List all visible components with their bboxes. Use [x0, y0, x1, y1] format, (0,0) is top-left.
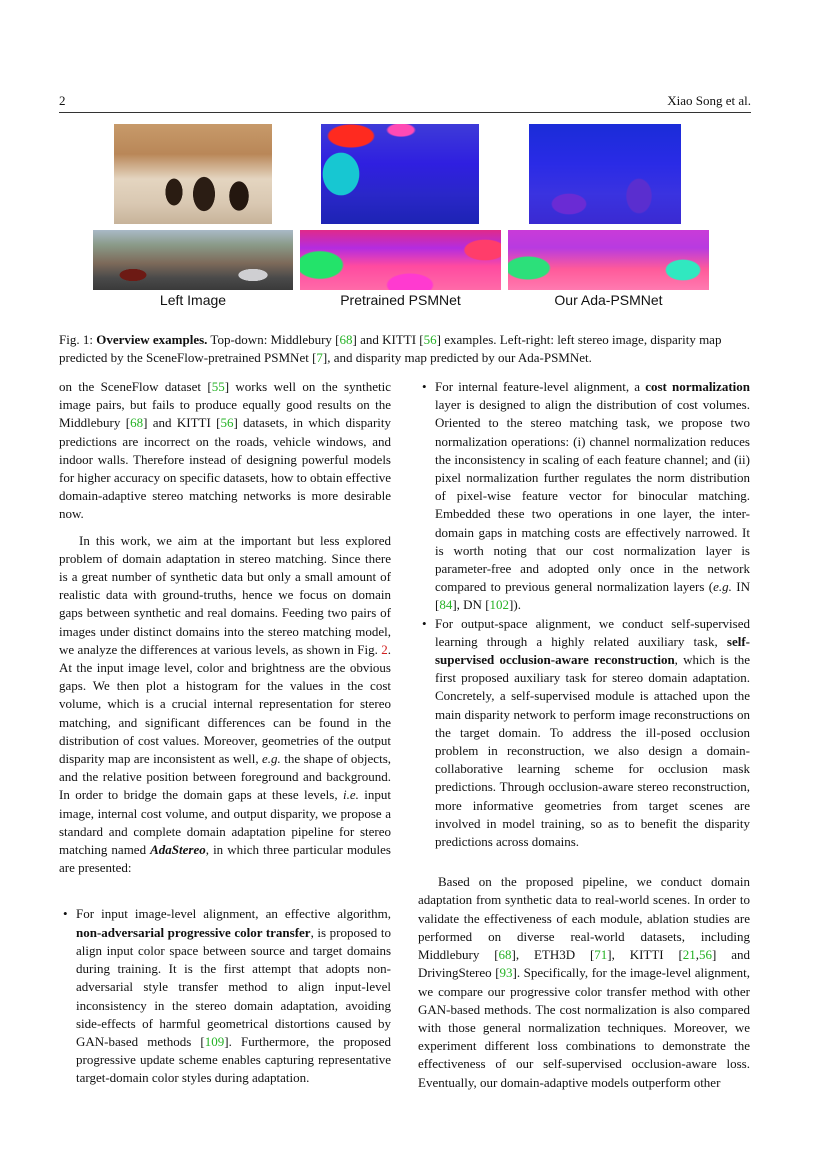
citation-link[interactable]: 102	[489, 597, 510, 613]
kitti-left-image	[93, 230, 293, 290]
middlebury-ada-disparity	[529, 124, 681, 224]
contribution-item-occlusion-reconstruction: • For output-space alignment, we conduct self-supervised learning through a highly related auxiliary task, self-supervised occlusion-aware reconstruction, which is the first proposed auxiliary task for stereo domain adaptation. Concretely, a self-supervised module is attached upon the main disparity network to perform image reconstructions on the target domain. To address the ill-posed occlusion problem in reconstruction, we also design a domain-collaborative learning scheme for occlusion mask predictions. Through occlusion-aware stereo reconstruction, more informative geometries from target scenes are involved in model training, so as to benefit the disparity predictions across domains.	[418, 615, 750, 852]
paragraph-2: In this work, we aim at the important but less explored problem of domain adaptation in stereo matching. Since there is a great number of synthetic data but only a small amount of realistic data with ground-truths, hence we focus on domain gaps between synthetic and real domains. Feeding two pairs of images under distinct domains into the stereo matching model, we analyze the differences at various levels, as shown in Fig. 2. At the input image level, color and brightness are the obvious gaps. We then plot a histogram for the values in the cost volume, which is a crucial internal representation for stereo matching, and significant differences can be found in the distribution of cost values. Moreover, geometries of the output disparity map are inconsistent as well, e.g. the shape of objects, and the relative position between foreground and background. In order to bridge the domain gaps at these levels, i.e. input image, internal cost volume, and output disparity, we propose a standard and complete domain adaptation pipeline for stereo matching named AdaStereo, in which three particular modules are presented:	[59, 532, 392, 876]
citation-link[interactable]: 68	[498, 947, 512, 963]
right-column	[418, 378, 750, 1092]
middlebury-pretrained-disparity	[321, 124, 479, 224]
left-column	[59, 378, 391, 1088]
page-number: 2	[59, 93, 66, 108]
citation-link[interactable]: 71	[594, 947, 608, 963]
paragraph-3: Based on the proposed pipeline, we conduct domain adaptation from synthetic data to real-world scenes. In order to validate the effectiveness of each module, ablation studies are performed on diverse real-world datasets, including Middlebury [68], ETH3D [71], KITTI [21,56] and DrivingStereo [93]. Specifically, for the image-level alignment, we compare our progressive color transfer method with other GAN-based methods. The cost normalization is also compared with those general normalization techniques. Moreover, we experiment different loss combinations to demonstrate the effectiveness of our self-supervised occlusion-aware loss. Eventually, our domain-adaptive models outperform other	[418, 874, 750, 1090]
contribution-list-right	[418, 378, 750, 851]
citation-link[interactable]: 68	[130, 415, 144, 431]
running-head: Xiao Song et al.	[667, 93, 751, 108]
header-rule	[59, 112, 751, 113]
figure-label-ada: Our Ada-PSMNet	[554, 292, 663, 308]
figure-link[interactable]: 2	[381, 641, 388, 657]
citation-link[interactable]: 84	[439, 597, 453, 613]
citation-link[interactable]: 56	[699, 947, 713, 963]
kitti-pretrained-disparity	[300, 230, 501, 290]
figure-label-pretrained: Pretrained PSMNet	[340, 292, 461, 308]
citation-link[interactable]: 68	[339, 332, 353, 347]
paragraph-1: on the SceneFlow dataset [55] works well on the synthetic image pairs, but fails to produce equally good results on the Middlebury [68] and KITTI [56] datasets, in which disparity predictions are incorrect on the roads, vehicle windows, and indoor walls. Therefore instead of designing powerful models for higher accuracy on specific datasets, how to obtain effective domain-adaptive stereo matching networks is more desirable now.	[59, 379, 391, 522]
kitti-ada-disparity	[508, 230, 709, 290]
middlebury-left-image	[114, 124, 272, 224]
citation-link[interactable]: 56	[423, 332, 437, 347]
citation-link[interactable]: 93	[499, 965, 513, 981]
citation-link[interactable]: 56	[220, 415, 234, 431]
contribution-list-left	[59, 905, 391, 1087]
figure-label-left-image: Left Image	[159, 292, 227, 308]
citation-link[interactable]: 21	[682, 947, 696, 963]
contribution-item-color-transfer: • For input image-level alignment, an effective algorithm, non-adversarial progressive color transfer, is proposed to align input color space between source and target domains during training. It is the first attempt that adopts non-adversarial style transfer method to align input-level inconsistency in the stereo domain adaptation, avoiding side-effects of harmful geometrical distortions caused by GAN-based methods [109]. Furthermore, the proposed progressive update scheme enables capturing representative target-domain color styles during adaptation.	[59, 905, 391, 1087]
contribution-item-cost-normalization: • For internal feature-level alignment, a cost normalization layer is designed to align the distribution of cost volumes. Oriented to the stereo matching task, we propose two normalization operations: (i) channel normalization reduces the inconsistency in scaling of each feature channel; and (ii) pixel normalization further regulates the norm distribution of pixel-wise feature vector for binocular matching. Embedded these two operations in one layer, the inter-domain gaps in matching costs are effectively narrowed. It is worth noting that our cost normalization layer is parameter-free and adopted only once in the network compared to previous general normalization layers (e.g. IN [84], DN [102]).	[418, 378, 750, 615]
citation-link[interactable]: 55	[211, 379, 225, 394]
figure-caption: Fig. 1: Overview examples. Top-down: Middlebury [68] and KITTI [56] examples. Left-right: left stereo image, disparity map predicted by the SceneFlow-pretrained PSMNet [7], and disparity map predicted by our Ada-PSMNet.	[59, 332, 722, 365]
citation-link[interactable]: 109	[204, 1033, 225, 1049]
citation-link[interactable]: 7	[316, 350, 323, 365]
figure-1	[59, 120, 751, 315]
